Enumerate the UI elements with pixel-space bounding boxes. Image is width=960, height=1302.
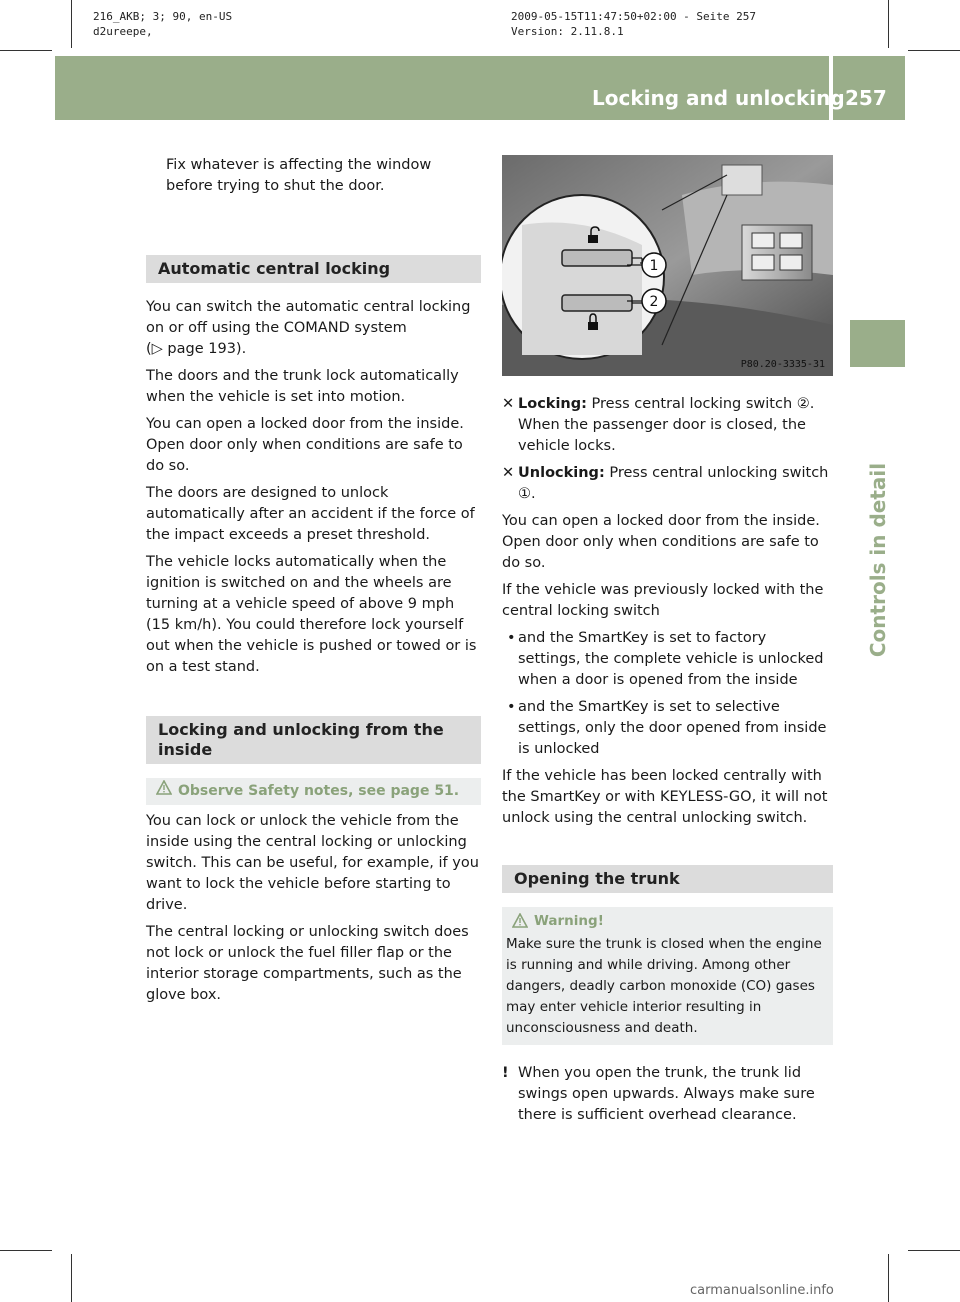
door-switch-figure bbox=[502, 155, 833, 376]
bullet-icon: • bbox=[507, 630, 516, 646]
crop-mark bbox=[71, 0, 72, 48]
note-trunk bbox=[502, 1063, 833, 1126]
instruction-locking bbox=[502, 394, 833, 457]
bullet-icon: • bbox=[507, 699, 516, 715]
warning-box bbox=[502, 907, 833, 1045]
side-tab-marker bbox=[850, 320, 905, 367]
paragraph: The doors are designed to unlock automatically after an accident if the force of the impact exceeds a preset threshold. bbox=[146, 485, 475, 543]
chapter-title: Locking and unlocking bbox=[592, 86, 845, 110]
crop-mark bbox=[908, 50, 960, 51]
list-item bbox=[502, 628, 833, 691]
paragraph-text: You can switch the automatic central locking on or off using the COMAND system bbox=[146, 299, 471, 336]
instruction-unlocking bbox=[502, 463, 833, 505]
intro-paragraph: Fix whatever is affecting the window before trying to shut the door. bbox=[166, 157, 432, 194]
door-panel-illustration bbox=[502, 155, 833, 376]
paragraph: The central locking or unlocking switch does not lock or unlock the fuel filler flap or the interior storage compartments, such as the glove box. bbox=[146, 924, 469, 1003]
right-column bbox=[502, 394, 833, 1126]
exclamation-icon: ! bbox=[502, 1065, 509, 1081]
paragraph bbox=[146, 297, 481, 360]
instruction-text: Press central locking switch ②. When the passenger door is closed, the vehicle locks. bbox=[518, 396, 815, 454]
safety-note-text: Observe Safety notes, see page 51. bbox=[178, 783, 460, 799]
page-reference: (▷ page 193). bbox=[146, 341, 247, 357]
page-number: 257 bbox=[845, 86, 887, 110]
warning-text: Make sure the trunk is closed when the engine is running and while driving. Among other dangers, deadly carbon monoxide (CO) gases may enter vehicle interior resulting in unconsciousness and death. bbox=[506, 936, 822, 1036]
crop-mark bbox=[888, 1254, 889, 1302]
callout-number-2: 2 bbox=[649, 294, 659, 310]
side-tab-label: Controls in detail bbox=[866, 462, 890, 658]
crop-mark bbox=[0, 1250, 52, 1251]
safety-note bbox=[146, 778, 481, 805]
list-item bbox=[502, 697, 833, 760]
paragraph: You can open a locked door from the inside. Open door only when conditions are safe to do so. bbox=[502, 513, 820, 571]
warning-heading bbox=[506, 911, 829, 932]
paragraph: You can lock or unlock the vehicle from the inside using the central locking or unlocking switch. This can be useful, for example, if you want to lock the vehicle before starting to drive. bbox=[146, 813, 479, 913]
list-item-text: and the SmartKey is set to factory settings, the complete vehicle is unlocked when a door is opened from the inside bbox=[518, 630, 824, 688]
left-column bbox=[146, 155, 481, 1012]
callout-number-1: 1 bbox=[649, 258, 659, 274]
note-text: When you open the trunk, the trunk lid swings open upwards. Always make sure there is sufficient overhead clearance. bbox=[518, 1065, 815, 1123]
figure-code-label: P80.20-3335-31 bbox=[740, 359, 825, 370]
crop-mark bbox=[888, 0, 889, 48]
list-item-text: and the SmartKey is set to selective settings, only the door opened from inside is unlocked bbox=[518, 699, 827, 757]
paragraph: You can open a locked door from the inside. Open door only when conditions are safe to do so. bbox=[146, 416, 464, 474]
meta-top-left-2: d2ureepe, bbox=[93, 25, 153, 38]
meta-top-right-1: 2009-05-15T11:47:50+02:00 - Seite 257 bbox=[511, 10, 757, 23]
warning-triangle-icon bbox=[156, 780, 172, 802]
instruction-label: Unlocking: bbox=[518, 465, 605, 481]
section-heading-opening-trunk: Opening the trunk bbox=[502, 865, 833, 893]
warning-triangle-icon bbox=[512, 913, 528, 935]
meta-top-left-1: 216_AKB; 3; 90, en-US bbox=[93, 10, 233, 23]
instruction-text: Press central unlocking switch ①. bbox=[518, 465, 829, 502]
instruction-label: Locking: bbox=[518, 396, 587, 412]
warning-title: Warning! bbox=[534, 913, 604, 929]
crop-mark bbox=[71, 1254, 72, 1302]
section-heading-locking-inside: Locking and unlocking from the inside bbox=[146, 716, 481, 764]
paragraph: If the vehicle has been locked centrally with the SmartKey or with KEYLESS-GO, it will not unlock using the central unlocking switch. bbox=[502, 768, 828, 826]
crop-mark bbox=[0, 50, 52, 51]
meta-top-right-2: Version: 2.11.8.1 bbox=[511, 25, 624, 38]
paragraph: If the vehicle was previously locked with the central locking switch bbox=[502, 582, 824, 619]
arrow-bullet-icon: ✕ bbox=[502, 396, 515, 412]
section-heading-automatic-locking: Automatic central locking bbox=[146, 255, 481, 283]
footer-watermark: carmanualsonline.info bbox=[690, 1283, 834, 1298]
crop-mark bbox=[908, 1250, 960, 1251]
arrow-bullet-icon: ✕ bbox=[502, 465, 515, 481]
paragraph: The doors and the trunk lock automatically when the vehicle is set into motion. bbox=[146, 368, 459, 405]
paragraph: The vehicle locks automatically when the ignition is switched on and the wheels are turning at a vehicle speed of above 9 mph (15 km/h). You could therefore lock yourself out when the vehicle is pushed or towed or is on a test stand. bbox=[146, 554, 477, 675]
